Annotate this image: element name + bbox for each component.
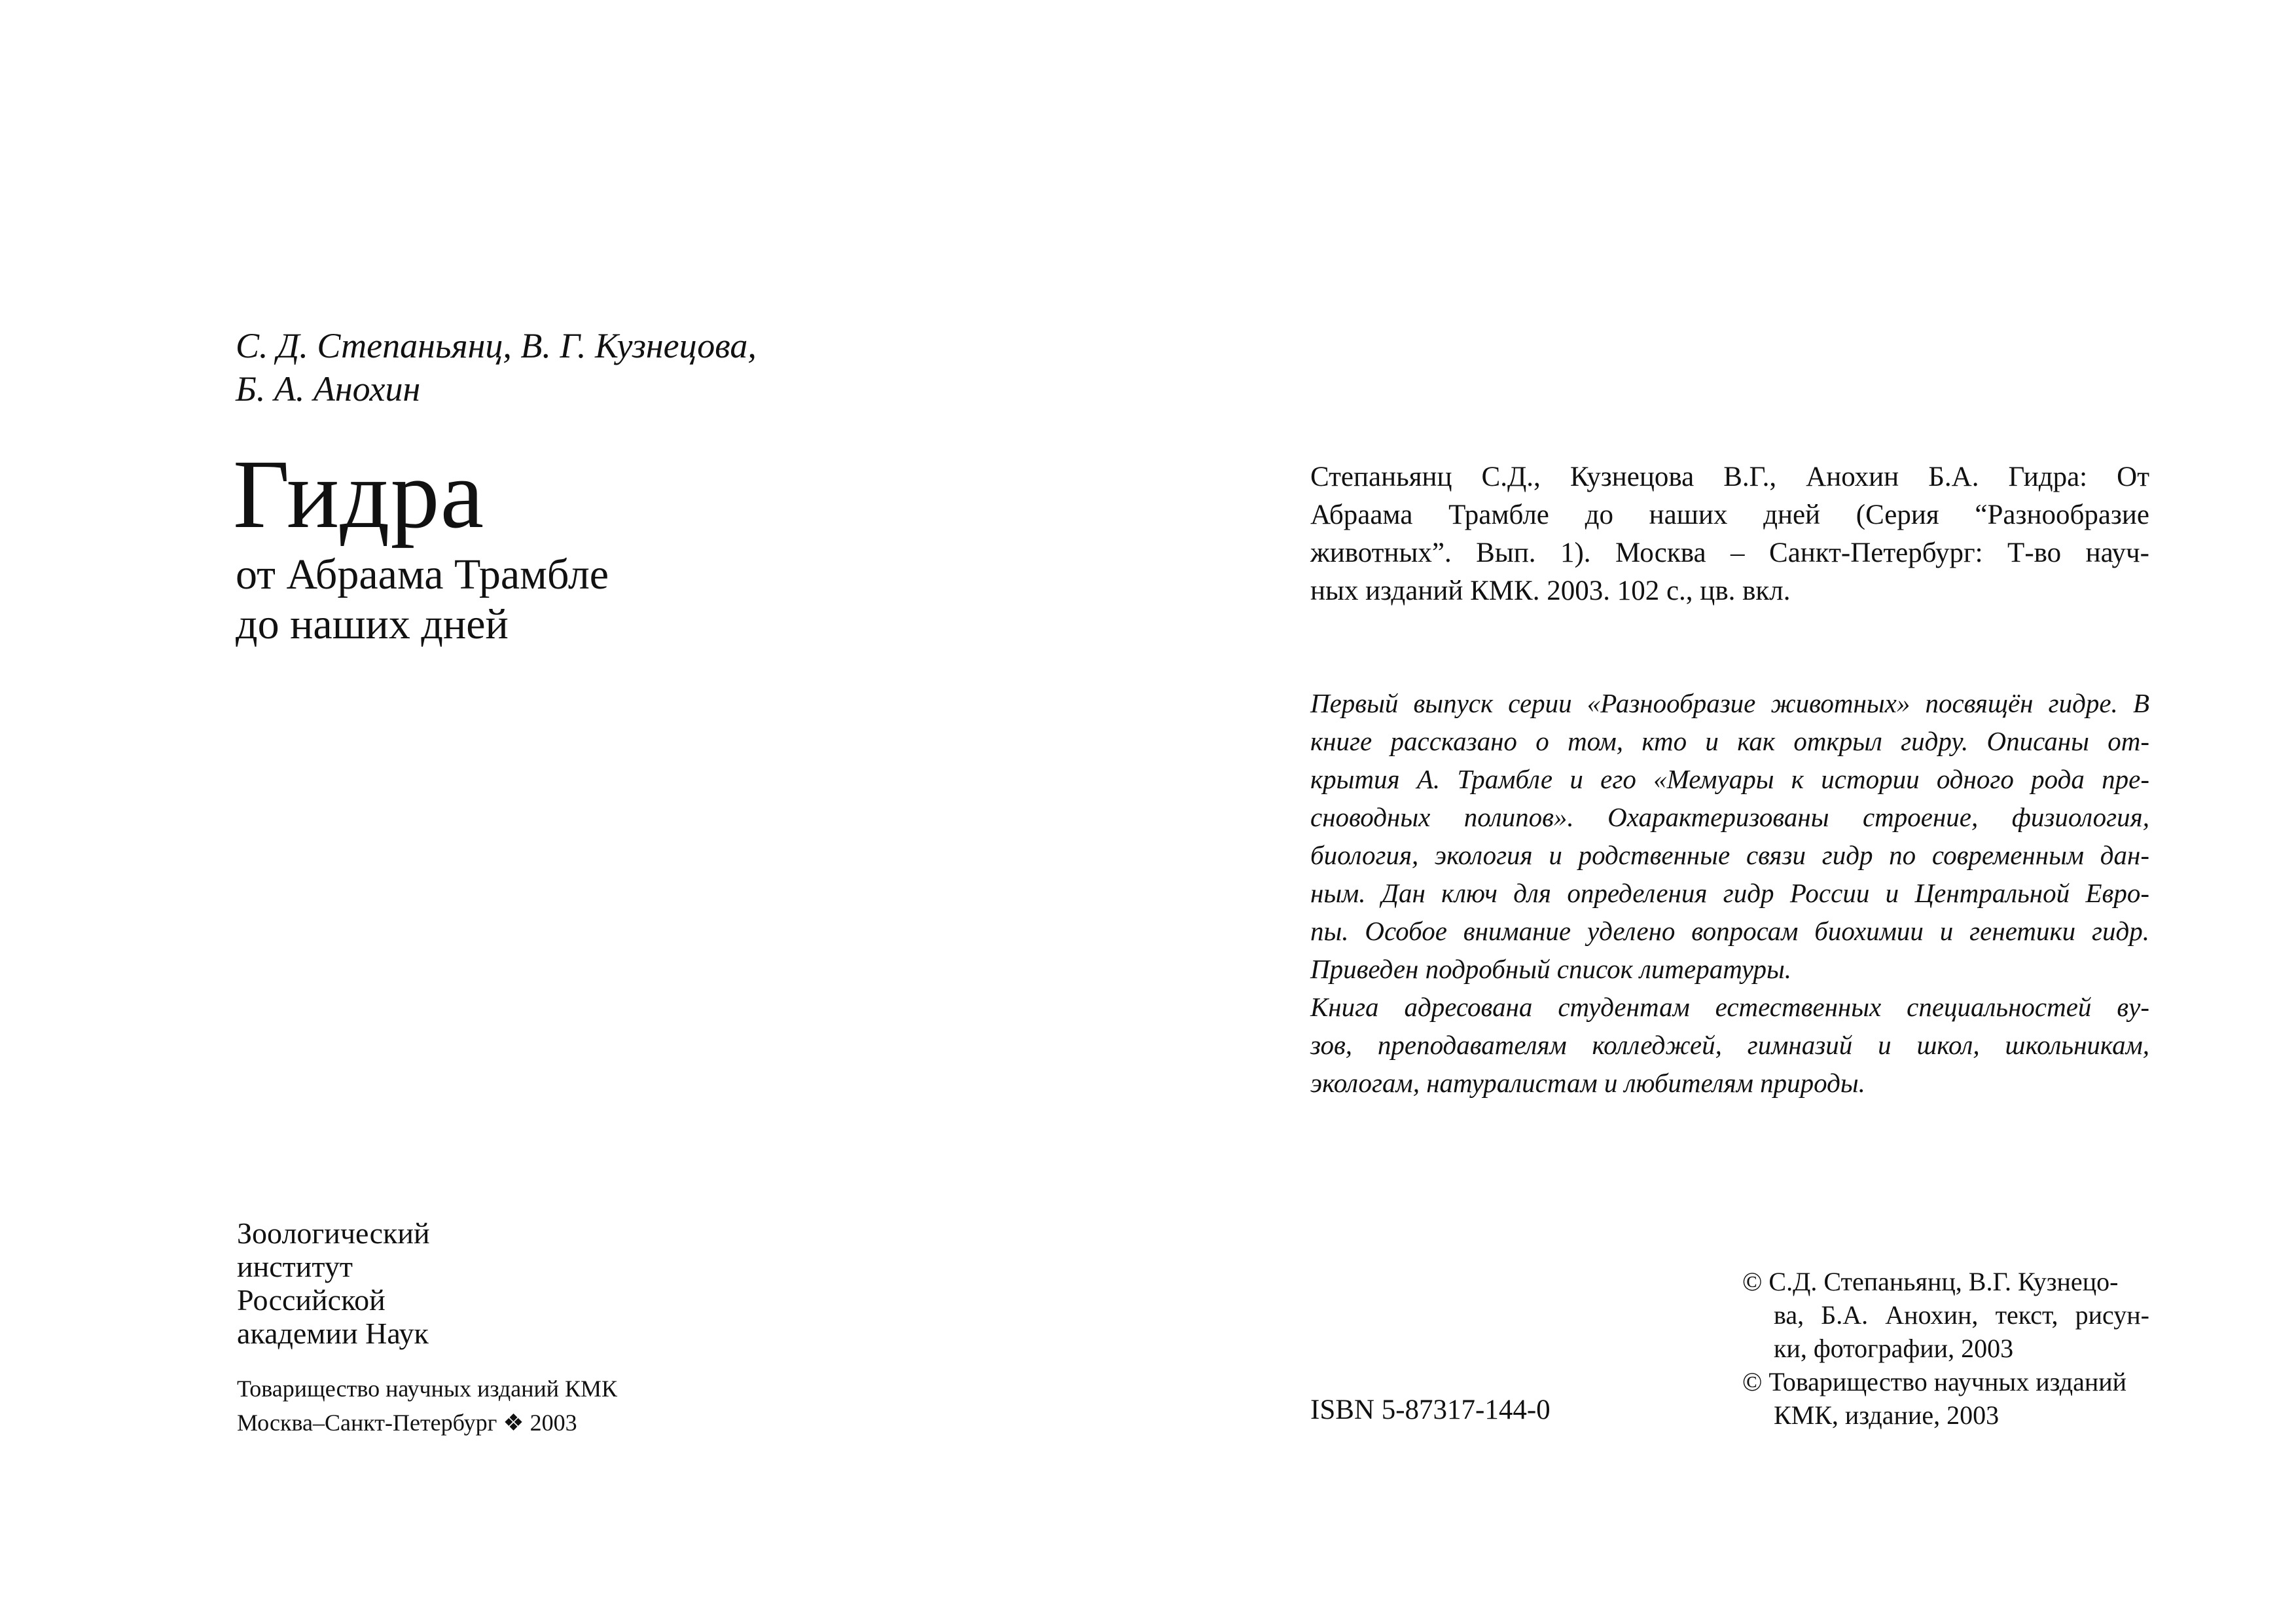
book-subtitle	[236, 550, 890, 649]
copyright-line: КМК, издание, 2003	[1774, 1400, 2000, 1430]
institute-line: Зоологический	[237, 1216, 430, 1250]
subtitle-line: до наших дней	[236, 600, 509, 648]
annotation-line: экологам, натуралистам и любителям природы.	[1310, 1068, 1865, 1098]
copyright-line: ки, фотографии, 2003	[1774, 1334, 2014, 1363]
copyright-line: ва, Б.А. Анохин, текст, рисун-	[1774, 1300, 2149, 1330]
annotation-line: биология, экология и родственные связи гидр по современным дан-	[1310, 840, 2149, 870]
publisher-imprint	[237, 1372, 891, 1440]
subtitle-line: от Абраама Трамбле	[236, 551, 609, 598]
annotation-line: зов, преподавателям колледжей, гимназий и школ, школьникам,	[1310, 1030, 2149, 1060]
copyright-line: © С.Д. Степаньянц, В.Г. Кузнецо-	[1742, 1267, 2119, 1296]
annotation-line: Первый выпуск серии «Разнообразие животных» посвящён гидре. В	[1310, 688, 2149, 718]
annotation-line: пы. Особое внимание уделено вопросам биохимии и генетики гидр.	[1310, 916, 2149, 946]
annotation-line: крытия А. Трамбле и его «Мемуары к истории одного рода пре-	[1310, 764, 2149, 794]
institute-line: институт	[237, 1250, 353, 1283]
annotation-line: сноводных полипов». Охарактеризованы строение, физиология,	[1310, 802, 2149, 832]
publisher-line: Москва–Санкт-Петербург ❖ 2003	[237, 1410, 577, 1436]
right-page	[1148, 0, 2296, 1623]
institute-line: Российской	[237, 1283, 386, 1317]
authors-line: Б. А. Анохин	[236, 369, 421, 409]
book-title: Гидра	[233, 440, 485, 549]
copyright-line: © Товарищество научных изданий	[1742, 1367, 2127, 1396]
copyright-notice	[1742, 1265, 2149, 1432]
citation-line: животных”. Вып. 1). Москва – Санкт-Петербург: Т-во науч-	[1310, 538, 2149, 568]
annotation-line: Книга адресована студентам естественных специальностей ву-	[1310, 992, 2149, 1022]
citation-line: ных изданий КМК. 2003. 102 с., цв. вкл.	[1310, 575, 1791, 606]
citation-line: Степаньянц С.Д., Кузнецова В.Г., Анохин Б.А. Гидра: От	[1310, 462, 2149, 492]
isbn-number: ISBN 5-87317-144-0	[1310, 1395, 1551, 1425]
institute-line: академии Наук	[237, 1317, 429, 1350]
citation-line: Абраама Трамбле до наших дней (Серия “Разнообразие	[1310, 500, 2149, 530]
annotation-line: книге рассказано о том, кто и как открыл гидру. Описаны от-	[1310, 726, 2149, 756]
authors	[236, 324, 877, 410]
bibliographic-citation	[1310, 458, 2149, 610]
authors-line: С. Д. Степаньянц, В. Г. Кузнецова,	[236, 326, 757, 365]
publisher-line: Товарищество научных изданий КМК	[237, 1376, 618, 1402]
book-annotation	[1310, 684, 2149, 1102]
annotation-line: ным. Дан ключ для определения гидр России и Центральной Евро-	[1310, 878, 2149, 908]
institute-name	[237, 1216, 695, 1350]
annotation-line: Приведен подробный список литературы.	[1310, 954, 1791, 984]
